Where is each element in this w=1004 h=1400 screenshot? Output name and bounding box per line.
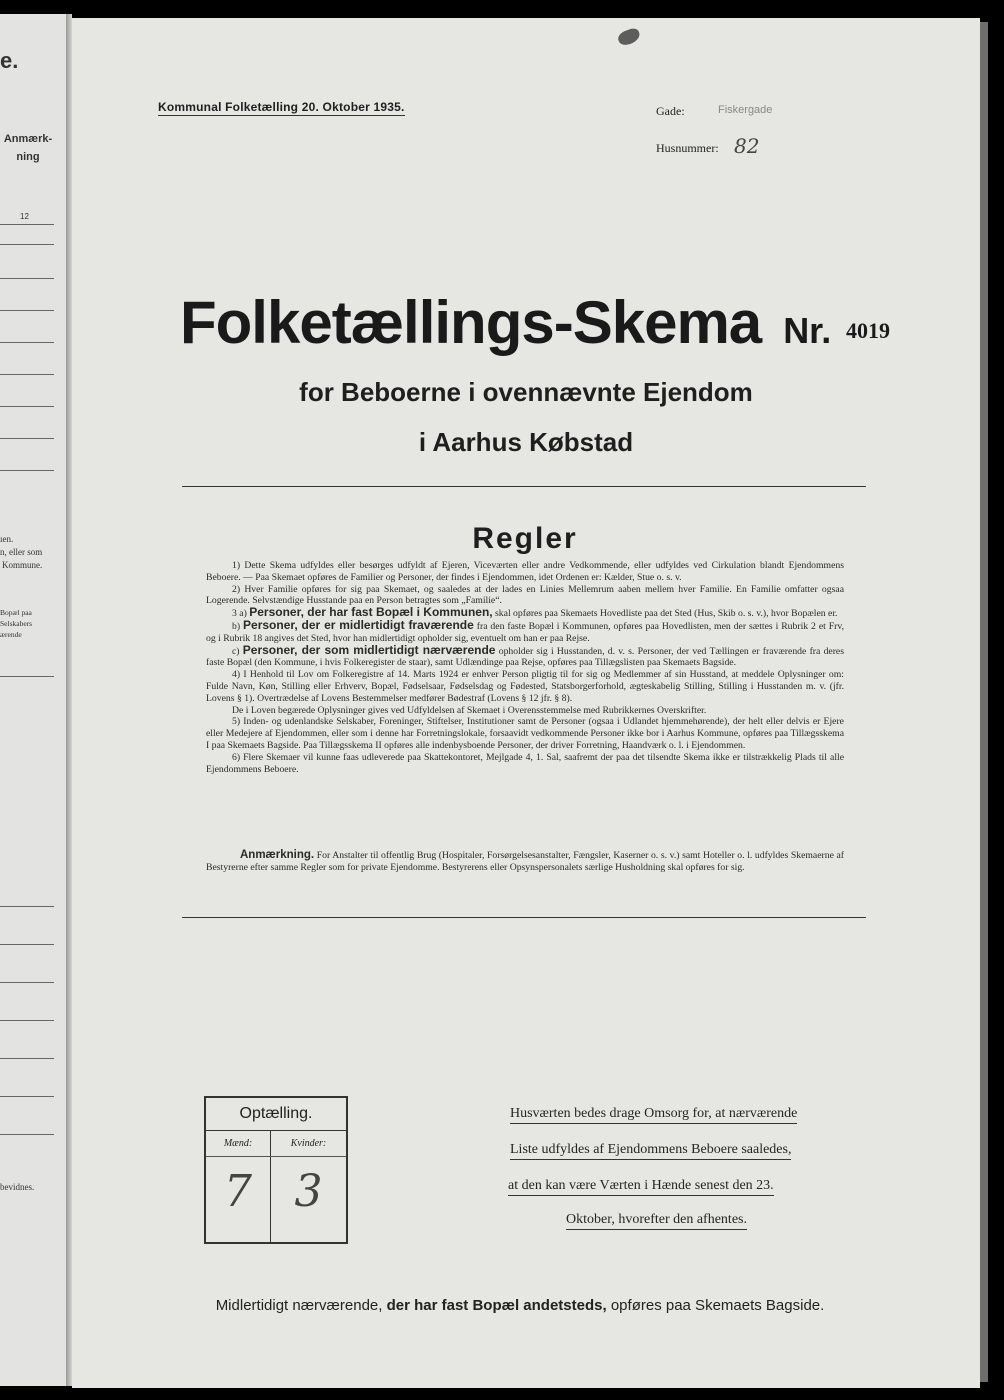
notice-line-1: Husværten bedes drage Omsorg for, at nærværende (510, 1106, 797, 1124)
rules-heading: Regler (472, 522, 578, 555)
men-label: Mænd: (223, 1138, 253, 1149)
form-title-nr: Nr. (783, 310, 832, 351)
left-text-fragment: bevidnes. (0, 1182, 35, 1192)
women-label: Kvinder: (290, 1138, 327, 1149)
form-subtitle (0, 377, 1004, 408)
left-text-fragment: ærende (0, 630, 22, 639)
rule-2: 2) Hver Familie opføres for sig paa Skemaet, og saaledes at der lades en Linies Mellemrum aaben mellem hver Familie. En Familie omfatter ogsaa Logerende. Selvstændige Husstande paa en Person betragtes som „Familie“. (206, 583, 844, 607)
left-text-fragment: Selskabers (0, 619, 33, 628)
form-subtitle-text: for Beboerne i ovennævnte Ejendom (299, 377, 753, 407)
street-value: Fiskergade (718, 104, 773, 116)
count-title: Optælling. (206, 1098, 346, 1131)
left-facing-page (0, 14, 66, 1386)
rule-1: 1) Dette Skema udfyldes eller besørges udfyldt af Ejeren, Viceværten eller andre Vedkommende, eller udfyldes ved Cirkulation blandt Ejendommens Beboere. — Paa Skemaet opføres de Familier og Personer, der findes i Ejendommen, idet Ordenen er: Kælder, Stue o. s. v. (206, 560, 844, 583)
rule-4: 4) I Henhold til Lov om Folkeregistre af 14. Marts 1924 er enhver Person pligtig til for sig og Medlemmer af sin Husstand, at meddele Oplysninger om: Fulde Navn, Køn, Stilling eller Erhverv, Bopæl, Fødselsaar, Fødselsdag og Fødested, Statsborgerforhold, ægteskabelig Stilling, Stilling i Husstanden m. v. (jfr. Lovens § 1). Overtrædelse af Lovens Bestemmelser medfører Bødestraf (Lovens § 12 jfr. § 8). (206, 669, 844, 704)
left-rule (0, 1096, 54, 1097)
remark-note (206, 850, 844, 874)
form-subtitle-location (0, 427, 1004, 458)
page-edge (980, 22, 988, 1382)
rule-3a: 3 a) Personer, der har fast Bopæl i Kommunen, skal opføres paa Skemaets Hovedliste paa det Sted (Hus, Skib o. s. v.), hvor Bopælen er. (232, 605, 838, 620)
left-rule (0, 374, 54, 375)
left-heading-fragment: e. (0, 48, 19, 73)
left-rule (0, 982, 54, 983)
left-column-label: Anmærk- ning (3, 133, 53, 163)
left-rule (0, 1020, 54, 1021)
left-rule (0, 278, 54, 279)
census-header: Kommunal Folketælling 20. Oktober 1935. (158, 100, 405, 114)
form-subtitle-location-text: i Aarhus Købstad (418, 427, 634, 457)
count-box (204, 1096, 348, 1244)
women-count-value: 3 (294, 1166, 323, 1217)
left-rule (0, 310, 54, 311)
left-rule (0, 470, 54, 471)
rule-3b: b) Personer, der er midlertidigt fraværende fra den faste Bopæl i Kommunen, opføres paa Hovedlisten, men der sættes i Rubrik 2 et Frv, og i Rubrik 18 angives det Sted, hvor han midlertidigt opholder sig, eventuelt om han er paa Rejse. (206, 617, 845, 644)
form-title (180, 288, 831, 357)
left-rule (0, 1058, 54, 1059)
divider-line (182, 486, 866, 487)
notice-line-4: Oktober, hvorefter den afhentes. (566, 1212, 747, 1230)
left-column-number: 12 (20, 212, 29, 221)
left-text-fragment: n, eller som (0, 547, 43, 557)
left-rule (0, 342, 54, 343)
footer-note: Midlertidigt nærværende, der har fast Bopæl andetsteds, opføres paa Skemaets Bagside. (215, 1297, 825, 1314)
remark-text: For Anstalter til offentlig Brug (Hospitaler, Forsørgelsesanstalter, Fængsler, Kaserner o. s. v.) samt Hoteller o. l. udfyldes Skemaerne af Bestyrerne efter samme Regler som for private Ejendomme. Bestyrerens eller Opsynspersonalets særlige Husholdning skal opføres for sig. (206, 850, 845, 873)
form-number: 4019 (846, 318, 890, 343)
left-rule (0, 1134, 54, 1135)
left-rule (0, 244, 54, 245)
house-number-value: 82 (734, 134, 760, 158)
remark-label: Anmærkning. (240, 849, 315, 861)
divider-line (182, 917, 866, 918)
rule-6: 6) Flere Skemaer vil kunne faas udleverede paa Skattekontoret, Mejlgade 4, 1. Sal, saafremt der paa det tilsendte Skema ikke er tilstrækkelig Plads til alle Ejendommens Beboere. (206, 751, 844, 775)
left-rule (0, 944, 54, 945)
notice-line-2: Liste udfyldes af Ejendommens Beboere saaledes, (510, 1142, 791, 1160)
street-label: Gade: (656, 104, 685, 118)
left-text-fragment: Kommune. (2, 560, 43, 570)
left-text-fragment: ıen. (0, 534, 14, 544)
form-title-text: Folketællings-Skema (180, 289, 762, 356)
left-rule (0, 224, 54, 225)
house-number-label: Husnummer: (656, 141, 719, 155)
notice-line-3: at den kan være Værten i Hænde senest den 23. (508, 1178, 774, 1196)
rule-4b: De i Loven begærede Oplysninger gives ved Udfyldelsen af Skemaet i Overensstemmelse med Rubrikkernes Overskrifter. (232, 704, 707, 716)
count-subrule (206, 1156, 346, 1157)
rules-text (206, 560, 844, 775)
rule-5: 5) Inden- og udenlandske Selskaber, Foreninger, Stiftelser, Institutioner samt de Personer (ogsaa i Udlandet hjemmehørende), der helt eller delvis er Ejere eller Medejere af Ejendommen, eller som i denne har Forretningslokale, forsaavidt vedkommende Personer ikke bor i Aarhus Kommune, opføres paa Tillægsskema I paa Skemaets Bagside. Paa Tillægsskema II opføres alle indenbysboende Personer, der driver Forretning, Haandværk o. l. i Ejendommen. (206, 716, 844, 751)
rule-3c: c) Personer, der som midlertidigt nærværende opholder sig i Husstanden, d. v. s. Personer, der ved Tællingen er fraværende fra deres faste Bopæl (den Kommune, i hvis Folkeregister de staar), samt Udlændinge paa Rejse, opføres paa Tillægslisten paa Skemaets Bagside. (206, 642, 845, 669)
left-rule (0, 676, 54, 677)
men-count-value: 7 (224, 1166, 252, 1217)
left-rule (0, 906, 54, 907)
left-text-fragment: Bopæl paa (0, 608, 32, 617)
